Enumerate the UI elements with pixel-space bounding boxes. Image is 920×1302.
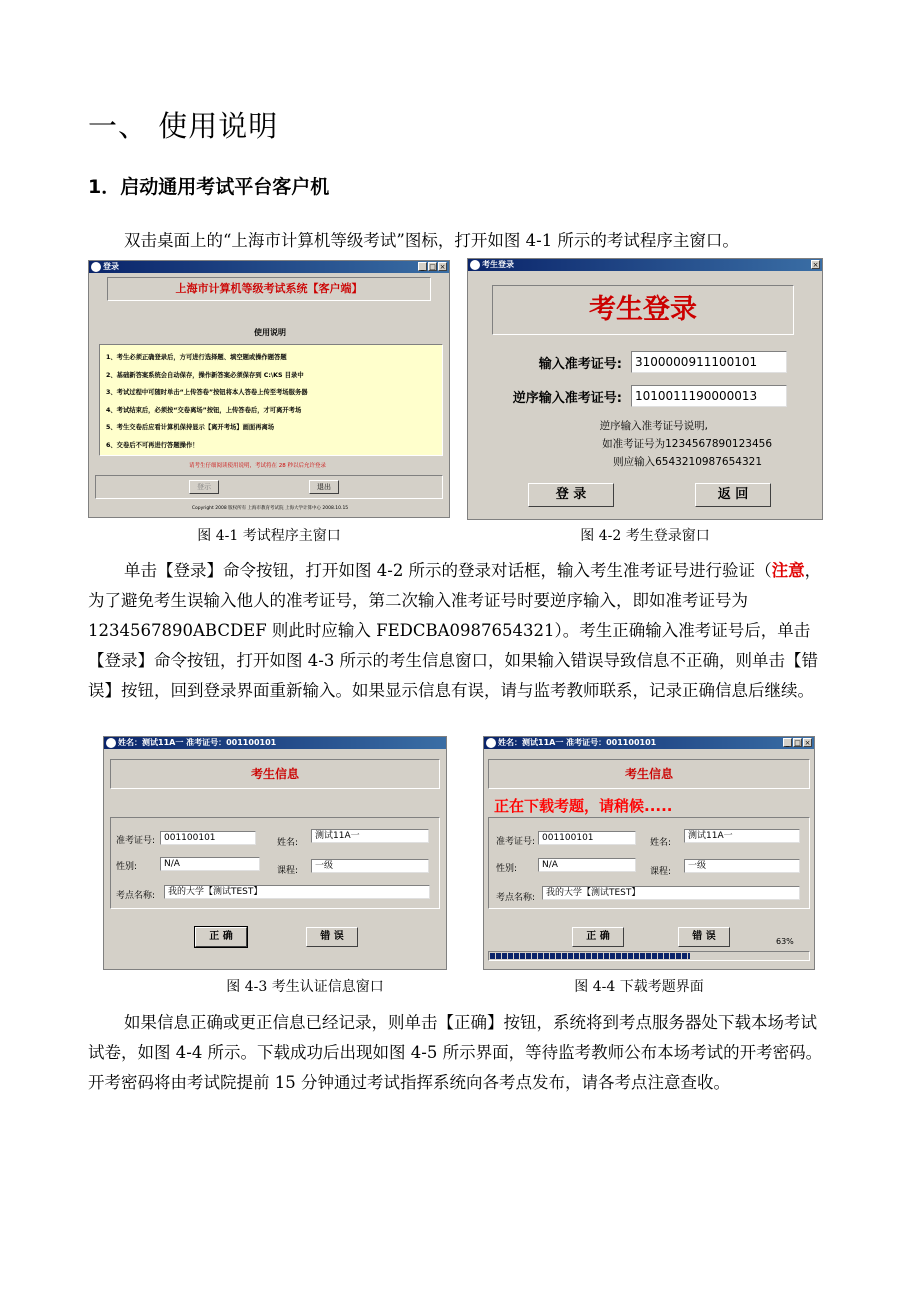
progress-percent: 63% <box>776 937 794 946</box>
site-field: 我的大学【测试TEST】 <box>542 886 800 900</box>
site-field: 我的大学【测试TEST】 <box>164 885 430 899</box>
student-info-window-screenshot <box>103 736 447 970</box>
download-window-screenshot <box>483 736 815 970</box>
instruction-item: 4、考试结束后，必须按“交卷离场”按钮，上传答卷后，才可离开考场 <box>106 406 302 414</box>
figure-caption-4-4: 图 4-4 下载考题界面 <box>574 979 704 995</box>
close-button[interactable]: × <box>439 263 446 271</box>
hint-line: 逆序输入准考证号说明, <box>599 420 708 432</box>
course-label: 课程: <box>650 867 672 877</box>
window-title: 考生登录 <box>482 260 514 269</box>
paragraph-2-paren: （ <box>755 561 772 580</box>
course-field: 一级 <box>684 859 800 873</box>
downloading-status: 正在下载考题，请稍候..... <box>494 797 673 815</box>
window-title: 姓名：测试11A一 准考证号：001100101 <box>498 738 657 747</box>
close-button[interactable]: × <box>804 739 811 747</box>
exit-button[interactable]: 退出 <box>309 480 339 494</box>
name-field: 测试11A一 <box>684 829 800 843</box>
reverse-hint <box>574 417 772 471</box>
hint-line: 则应输入6543210987654321 <box>613 456 762 468</box>
paragraph-3-text: 如果信息正确或更正信息已经记录，则单击【正确】按钮，系统将到考点服务器处下载本场考试试卷，如图 4-4 所示。下载成功后出现如图 4-5 所示界面，等待监考教师公布本场考试的开考密码。开考密码将由考试院提前 15 分钟通过考试指挥系统向各考点发布，请各考点注意查收。 <box>88 1013 823 1092</box>
id-label: 准考证号: <box>116 836 156 846</box>
button-panel <box>95 475 443 499</box>
course-field: 一级 <box>311 859 429 873</box>
maximize-button[interactable]: □ <box>794 739 801 747</box>
correct-button[interactable]: 正 确 <box>572 927 624 947</box>
hint-line: 如准考证号为1234567890123456 <box>602 438 772 450</box>
instruction-item: 2、基础新答案系统会自动保存，操作新答案必须保存到 C:\KS 目录中 <box>106 371 304 379</box>
instruction-item: 3、考试过程中可随时单击“上传答卷”按钮将本人答卷上传至考场服务器 <box>106 389 308 396</box>
section-heading: 一、 使用说明 <box>88 109 279 143</box>
instruction-item: 5、考生交卷后应看计算机保持显示【离开考场】画面再离场 <box>106 424 275 431</box>
sex-field: N/A <box>160 857 260 871</box>
name-label: 姓名: <box>650 838 672 848</box>
login-banner: 考生登录 <box>492 285 794 335</box>
paragraph-3 <box>88 1008 832 1098</box>
paragraph-1 <box>88 226 832 256</box>
title-bar <box>468 259 822 271</box>
copyright-footer: Copyright 2008 版权所有 上海市教育考试院 上海大学计算中心 2008.10.15 <box>191 506 349 511</box>
login-submit-button[interactable]: 登 录 <box>528 483 614 507</box>
id-input[interactable]: 3100000911100101 <box>631 351 787 373</box>
title-bar <box>484 737 814 749</box>
login-window-screenshot <box>467 258 823 520</box>
app-icon <box>486 738 496 748</box>
subsection-heading: 1．启动通用考试平台客户机 <box>88 176 330 198</box>
figure-caption-4-1: 图 4-1 考试程序主窗口 <box>197 528 341 544</box>
paragraph-2 <box>88 556 832 706</box>
paragraph-2-rest: ，为了避免考生误输入他人的准考证号，第二次输入准考证号时要逆序输入，即如准考证号为 1234567890ABCDEF 则此时应输入 FEDCBA0987654321）。考生正确输入准考证号后，单击【登录】命令按钮，打开如图 4-3 所示的考生信息窗口，如果输入错误导致信息不正确，则单击【错误】按钮，回到登录界面重新输入。如果显示信息有误，请与监考教师联系，记录正确信息后继续。 <box>88 561 822 700</box>
back-button[interactable]: 返 回 <box>695 483 771 507</box>
window-title: 姓名：测试11A一 准考证号：001100101 <box>118 738 277 747</box>
paragraph-2-text: 单击【登录】命令按钮，打开如图 4-2 所示的登录对话框，输入考生准考证号进行验证 <box>124 561 756 580</box>
app-icon <box>470 260 480 270</box>
error-button[interactable]: 错 误 <box>678 927 730 947</box>
app-icon <box>91 262 101 272</box>
id-label: 准考证号: <box>496 837 536 847</box>
figure-caption-4-2: 图 4-2 考生登录窗口 <box>580 528 710 544</box>
login-button[interactable]: 登示 <box>189 480 219 494</box>
paragraph-1-text: 双击桌面上的“上海市计算机等级考试”图标，打开如图 4-1 所示的考试程序主窗口。 <box>124 231 739 250</box>
info-banner: 考生信息 <box>488 759 810 789</box>
name-field: 测试11A一 <box>311 829 429 843</box>
reverse-id-input[interactable]: 1010011190000013 <box>631 385 787 407</box>
id-label: 输入准考证号: <box>538 357 622 372</box>
id-field: 001100101 <box>538 831 636 845</box>
instruction-item: 6、交卷后不可再进行答题操作！ <box>106 441 199 449</box>
name-label: 姓名: <box>277 838 299 848</box>
site-label: 考点名称: <box>116 891 156 901</box>
correct-button[interactable]: 正 确 <box>195 927 247 947</box>
progress-fill <box>490 953 690 959</box>
sex-label: 性别: <box>116 862 138 872</box>
main-window-screenshot <box>88 260 450 518</box>
window-title: 登录 <box>103 262 119 271</box>
instructions-box <box>99 344 443 456</box>
title-bar <box>104 737 446 749</box>
app-icon <box>106 738 116 748</box>
note-emphasis: 注意 <box>771 561 805 580</box>
title-bar <box>89 261 449 273</box>
countdown-notice: 请考生仔细阅读使用说明，考试将在 28 秒以后允许登录 <box>189 463 326 469</box>
reverse-id-label: 逆序输入准考证号: <box>512 391 622 406</box>
course-label: 课程: <box>277 866 299 876</box>
minimize-button[interactable]: _ <box>783 738 792 747</box>
instruction-item: 1、考生必须正确登录后，方可进行选择题、填空题或操作题答题 <box>106 354 287 361</box>
error-button[interactable]: 错 误 <box>306 927 358 947</box>
instructions-title: 使用说明 <box>254 328 286 337</box>
progress-bar <box>488 951 810 961</box>
site-label: 考点名称: <box>496 893 536 903</box>
main-banner: 上海市计算机等级考试系统【客户端】 <box>107 277 431 301</box>
close-button[interactable]: × <box>812 261 819 269</box>
sex-label: 性别: <box>496 864 518 874</box>
minimize-button[interactable]: _ <box>418 262 427 271</box>
figure-caption-4-3: 图 4-3 考生认证信息窗口 <box>226 979 384 995</box>
sex-field: N/A <box>538 858 636 872</box>
id-field: 001100101 <box>160 831 256 845</box>
info-banner: 考生信息 <box>110 759 440 789</box>
maximize-button[interactable]: □ <box>429 263 436 271</box>
